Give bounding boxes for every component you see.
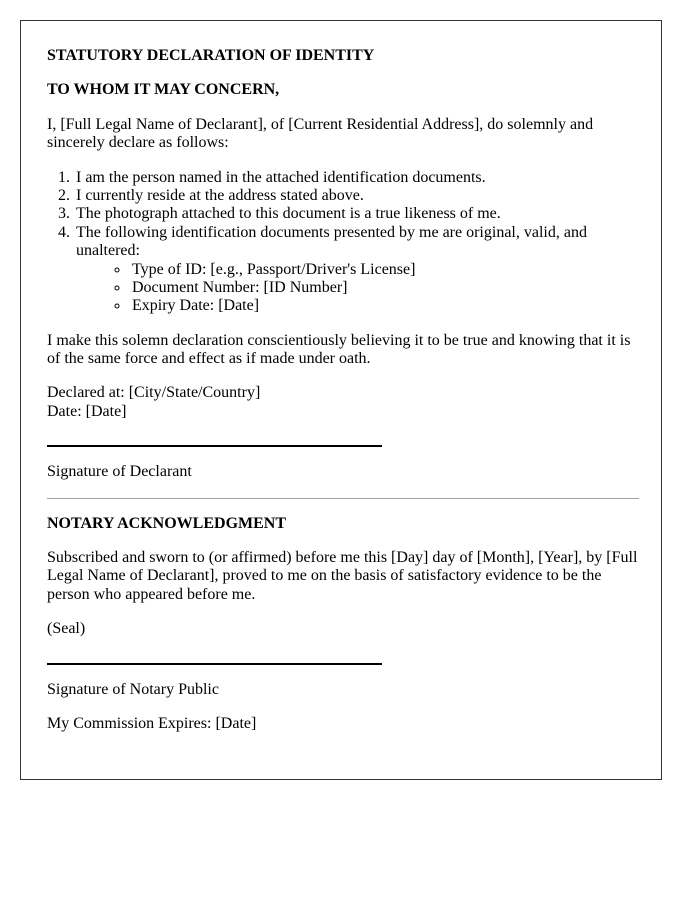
declaration-item-1: 1. I am the person named in the attached identification documents. xyxy=(74,169,639,187)
seal-label: (Seal) xyxy=(47,620,86,638)
notary-signature-line xyxy=(47,663,382,665)
declaration-item-4-text: The following identification documents presented by me are original, valid, and unaltered: xyxy=(76,223,587,260)
intro-paragraph: I, [Full Legal Name of Declarant], of [Current Residential Address], do solemnly and sincerely declare as follows: xyxy=(47,115,594,152)
declarant-signature-label: Signature of Declarant xyxy=(47,463,192,481)
notary-signature-label: Signature of Notary Public xyxy=(47,680,219,698)
salutation: TO WHOM IT MAY CONCERN, xyxy=(47,81,280,99)
declaration-item-4 xyxy=(74,224,639,316)
declaration-item-3: 3. The photograph attached to this document is a true likeness of me. xyxy=(74,205,639,223)
id-detail-type: ◦ Type of ID: [e.g., Passport/Driver's License] xyxy=(130,261,639,279)
document-title: STATUTORY DECLARATION OF IDENTITY xyxy=(47,47,375,64)
declaration-item-2: 2. I currently reside at the address stated above. xyxy=(74,187,639,205)
id-detail-expiry: ◦ Expiry Date: [Date] xyxy=(130,297,639,315)
id-detail-number: ◦ Document Number: [ID Number] xyxy=(130,279,639,297)
document-container xyxy=(20,20,662,780)
affirmation-paragraph: I make this solemn declaration conscientiously believing it to be true and knowing that it is of the same force and effect as if made under oath. xyxy=(47,331,631,368)
declarant-signature-line xyxy=(47,445,382,447)
date-line: Date: [Date] xyxy=(47,402,127,420)
commission-expiry-line: My Commission Expires: [Date] xyxy=(47,714,257,732)
notary-heading: NOTARY ACKNOWLEDGMENT xyxy=(47,514,287,532)
section-divider xyxy=(47,498,639,499)
id-detail-list xyxy=(76,261,639,316)
declaration-place-date xyxy=(47,384,639,421)
notary-paragraph: Subscribed and sworn to (or affirmed) before me this [Day] day of [Month], [Year], by [Full Legal Name of Declarant], proved to me on the basis of satisfactory evidence to be the person who appeared before me. xyxy=(47,549,638,603)
declaration-list xyxy=(47,169,639,316)
declared-at-line: Declared at: [City/State/Country] xyxy=(47,384,261,402)
